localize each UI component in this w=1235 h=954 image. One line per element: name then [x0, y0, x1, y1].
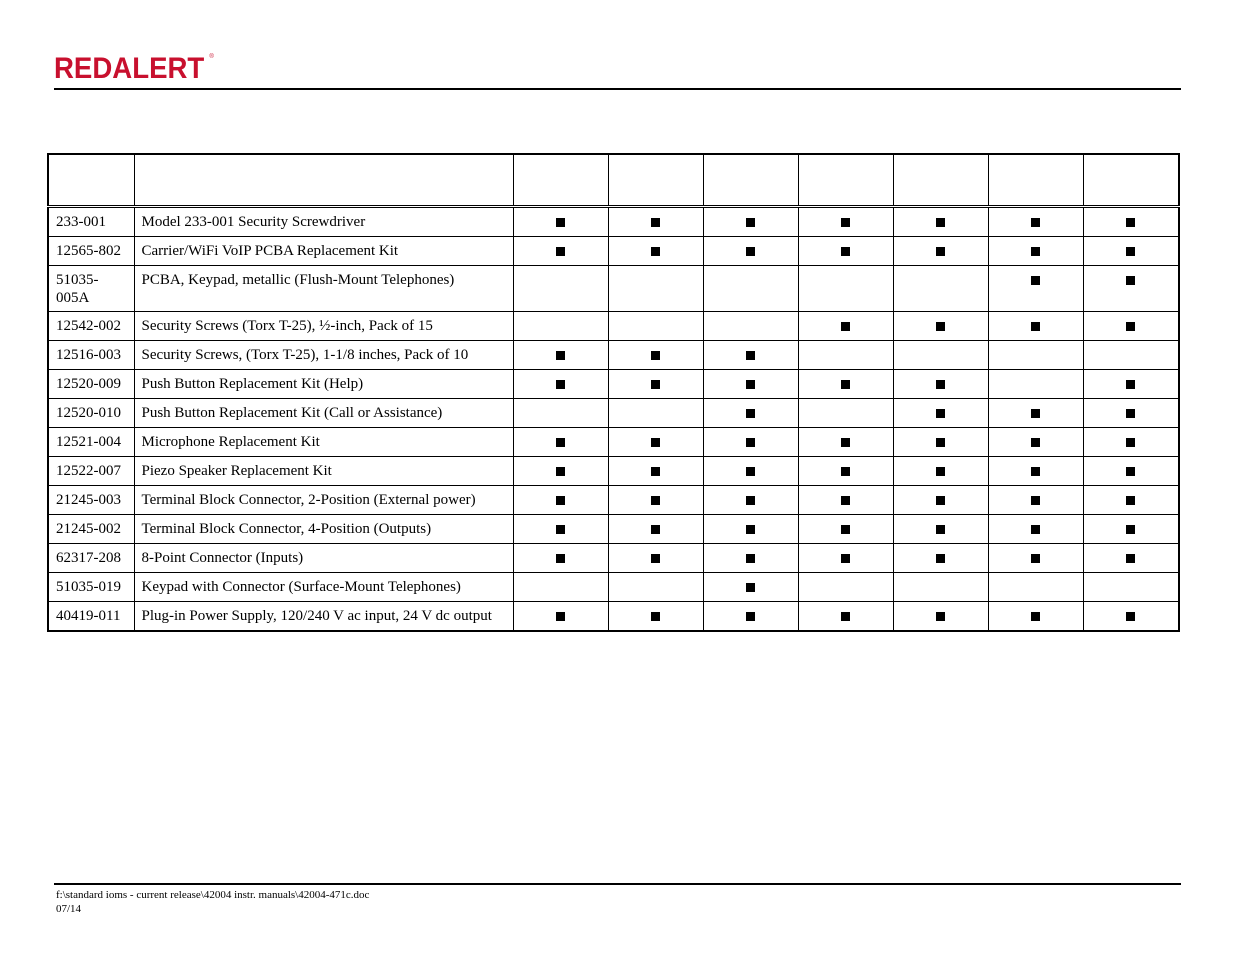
- filled-square-icon: [746, 467, 755, 476]
- compatibility-cell: [988, 457, 1083, 486]
- compatibility-cell: [703, 486, 798, 515]
- header-rule: [54, 88, 1181, 90]
- filled-square-icon: [841, 218, 850, 227]
- compatibility-cell: [988, 486, 1083, 515]
- compatibility-cell: [703, 544, 798, 573]
- part-number-cell: 40419-011: [48, 602, 134, 632]
- brand-logo: [54, 52, 214, 86]
- part-number-cell: 12520-010: [48, 399, 134, 428]
- table-row: [48, 486, 1179, 515]
- compatibility-cell: [608, 486, 703, 515]
- filled-square-icon: [746, 525, 755, 534]
- footer: [56, 888, 369, 916]
- filled-square-icon: [746, 351, 755, 360]
- compatibility-cell: [798, 399, 893, 428]
- compatibility-cell: [513, 237, 608, 266]
- compatibility-cell: [798, 370, 893, 399]
- compatibility-cell: [703, 515, 798, 544]
- compatibility-cell: [513, 573, 608, 602]
- compatibility-cell: [1083, 266, 1179, 312]
- filled-square-icon: [746, 554, 755, 563]
- filled-square-icon: [651, 525, 660, 534]
- filled-square-icon: [651, 351, 660, 360]
- filled-square-icon: [841, 554, 850, 563]
- filled-square-icon: [1126, 409, 1135, 418]
- compatibility-cell: [988, 237, 1083, 266]
- compatibility-cell: [988, 341, 1083, 370]
- compatibility-cell: [608, 266, 703, 312]
- filled-square-icon: [1031, 467, 1040, 476]
- compatibility-cell: [893, 207, 988, 237]
- compatibility-cell: [1083, 237, 1179, 266]
- filled-square-icon: [746, 218, 755, 227]
- compatibility-cell: [1083, 486, 1179, 515]
- filled-square-icon: [936, 554, 945, 563]
- filled-square-icon: [651, 380, 660, 389]
- compatibility-cell: [703, 207, 798, 237]
- compatibility-cell: [513, 486, 608, 515]
- filled-square-icon: [1031, 409, 1040, 418]
- filled-square-icon: [651, 554, 660, 563]
- table-row: [48, 457, 1179, 486]
- compatibility-cell: [798, 573, 893, 602]
- description-cell: Carrier/WiFi VoIP PCBA Replacement Kit: [134, 237, 513, 266]
- compatibility-cell: [988, 428, 1083, 457]
- table-header-cell: [798, 154, 893, 207]
- compatibility-cell: [608, 207, 703, 237]
- compatibility-cell: [608, 515, 703, 544]
- compatibility-cell: [703, 573, 798, 602]
- compatibility-cell: [513, 602, 608, 632]
- filled-square-icon: [841, 438, 850, 447]
- compatibility-cell: [893, 515, 988, 544]
- filled-square-icon: [556, 612, 565, 621]
- table-header-cell: [608, 154, 703, 207]
- filled-square-icon: [1031, 438, 1040, 447]
- table-row: [48, 515, 1179, 544]
- part-number-cell: 62317-208: [48, 544, 134, 573]
- table-row: [48, 207, 1179, 237]
- compatibility-cell: [798, 515, 893, 544]
- compatibility-cell: [798, 207, 893, 237]
- compatibility-cell: [608, 312, 703, 341]
- filled-square-icon: [556, 438, 565, 447]
- filled-square-icon: [841, 467, 850, 476]
- filled-square-icon: [1031, 218, 1040, 227]
- description-cell: Push Button Replacement Kit (Help): [134, 370, 513, 399]
- filled-square-icon: [936, 467, 945, 476]
- filled-square-icon: [1031, 322, 1040, 331]
- compatibility-cell: [608, 573, 703, 602]
- filled-square-icon: [1126, 218, 1135, 227]
- compatibility-cell: [798, 266, 893, 312]
- compatibility-cell: [703, 370, 798, 399]
- compatibility-cell: [513, 457, 608, 486]
- description-cell: Model 233-001 Security Screwdriver: [134, 207, 513, 237]
- compatibility-cell: [1083, 573, 1179, 602]
- compatibility-cell: [703, 312, 798, 341]
- compatibility-cell: [988, 370, 1083, 399]
- compatibility-cell: [1083, 370, 1179, 399]
- compatibility-cell: [1083, 428, 1179, 457]
- compatibility-cell: [988, 515, 1083, 544]
- table-header-cell: [513, 154, 608, 207]
- filled-square-icon: [1031, 525, 1040, 534]
- compatibility-cell: [893, 399, 988, 428]
- filled-square-icon: [746, 409, 755, 418]
- compatibility-cell: [513, 207, 608, 237]
- compatibility-cell: [703, 341, 798, 370]
- table-row: [48, 370, 1179, 399]
- compatibility-cell: [1083, 341, 1179, 370]
- filled-square-icon: [936, 496, 945, 505]
- compatibility-cell: [798, 602, 893, 632]
- filled-square-icon: [1126, 496, 1135, 505]
- compatibility-cell: [703, 457, 798, 486]
- compatibility-cell: [893, 428, 988, 457]
- compatibility-cell: [608, 399, 703, 428]
- table-row: [48, 341, 1179, 370]
- filled-square-icon: [746, 438, 755, 447]
- filled-square-icon: [746, 247, 755, 256]
- filled-square-icon: [556, 218, 565, 227]
- filled-square-icon: [556, 496, 565, 505]
- footer-rule: [54, 883, 1181, 885]
- filled-square-icon: [1031, 496, 1040, 505]
- compatibility-cell: [703, 428, 798, 457]
- filled-square-icon: [556, 380, 565, 389]
- filled-square-icon: [556, 525, 565, 534]
- compatibility-cell: [798, 237, 893, 266]
- filled-square-icon: [841, 496, 850, 505]
- compatibility-cell: [513, 399, 608, 428]
- description-cell: Push Button Replacement Kit (Call or Assistance): [134, 399, 513, 428]
- filled-square-icon: [1126, 467, 1135, 476]
- compatibility-cell: [703, 266, 798, 312]
- parts-table: [47, 153, 1180, 632]
- description-cell: Terminal Block Connector, 2-Position (External power): [134, 486, 513, 515]
- compatibility-cell: [798, 486, 893, 515]
- table-row: [48, 544, 1179, 573]
- part-number-cell: 233-001: [48, 207, 134, 237]
- compatibility-cell: [608, 370, 703, 399]
- compatibility-cell: [703, 602, 798, 632]
- compatibility-cell: [703, 399, 798, 428]
- filled-square-icon: [936, 218, 945, 227]
- compatibility-cell: [893, 457, 988, 486]
- compatibility-cell: [988, 399, 1083, 428]
- filled-square-icon: [1126, 380, 1135, 389]
- compatibility-cell: [893, 341, 988, 370]
- part-number-cell: 21245-002: [48, 515, 134, 544]
- description-cell: Plug-in Power Supply, 120/240 V ac input, 24 V dc output: [134, 602, 513, 632]
- filled-square-icon: [746, 496, 755, 505]
- compatibility-cell: [988, 602, 1083, 632]
- table-header-cell: [893, 154, 988, 207]
- filled-square-icon: [841, 247, 850, 256]
- compatibility-cell: [703, 237, 798, 266]
- filled-square-icon: [841, 612, 850, 621]
- part-number-cell: 12522-007: [48, 457, 134, 486]
- compatibility-cell: [893, 370, 988, 399]
- compatibility-cell: [513, 266, 608, 312]
- filled-square-icon: [746, 380, 755, 389]
- filled-square-icon: [936, 380, 945, 389]
- compatibility-cell: [798, 457, 893, 486]
- filled-square-icon: [556, 247, 565, 256]
- part-number-cell: 12516-003: [48, 341, 134, 370]
- compatibility-cell: [1083, 602, 1179, 632]
- footer-date: 07/14: [56, 903, 82, 915]
- compatibility-cell: [1083, 515, 1179, 544]
- compatibility-cell: [988, 573, 1083, 602]
- filled-square-icon: [936, 525, 945, 534]
- description-cell: Microphone Replacement Kit: [134, 428, 513, 457]
- filled-square-icon: [936, 409, 945, 418]
- filled-square-icon: [841, 525, 850, 534]
- compatibility-cell: [513, 341, 608, 370]
- part-number-cell: 12565-802: [48, 237, 134, 266]
- compatibility-cell: [608, 457, 703, 486]
- description-cell: Terminal Block Connector, 4-Position (Outputs): [134, 515, 513, 544]
- compatibility-cell: [893, 237, 988, 266]
- compatibility-cell: [988, 544, 1083, 573]
- registered-mark: ®: [209, 54, 214, 60]
- compatibility-cell: [798, 428, 893, 457]
- compatibility-cell: [1083, 312, 1179, 341]
- compatibility-cell: [513, 544, 608, 573]
- filled-square-icon: [556, 351, 565, 360]
- logo-text: REDALERT: [54, 52, 205, 85]
- compatibility-cell: [608, 341, 703, 370]
- table-row: [48, 399, 1179, 428]
- compatibility-cell: [513, 312, 608, 341]
- compatibility-cell: [608, 428, 703, 457]
- part-number-cell: 12520-009: [48, 370, 134, 399]
- filled-square-icon: [1126, 322, 1135, 331]
- table-header-cell: [703, 154, 798, 207]
- filled-square-icon: [936, 322, 945, 331]
- filled-square-icon: [746, 612, 755, 621]
- compatibility-cell: [988, 266, 1083, 312]
- description-cell: 8-Point Connector (Inputs): [134, 544, 513, 573]
- compatibility-cell: [513, 370, 608, 399]
- compatibility-cell: [893, 312, 988, 341]
- filled-square-icon: [1126, 276, 1135, 285]
- filled-square-icon: [1126, 554, 1135, 563]
- filled-square-icon: [556, 554, 565, 563]
- compatibility-cell: [893, 602, 988, 632]
- description-cell: Keypad with Connector (Surface-Mount Telephones): [134, 573, 513, 602]
- compatibility-cell: [893, 544, 988, 573]
- filled-square-icon: [651, 218, 660, 227]
- table-row: [48, 573, 1179, 602]
- compatibility-cell: [798, 312, 893, 341]
- description-cell: Security Screws (Torx T-25), ½-inch, Pack of 15: [134, 312, 513, 341]
- filled-square-icon: [651, 438, 660, 447]
- compatibility-cell: [513, 428, 608, 457]
- filled-square-icon: [1031, 276, 1040, 285]
- filled-square-icon: [651, 612, 660, 621]
- part-number-cell: 12521-004: [48, 428, 134, 457]
- footer-file-path: f:\standard ioms - current release\42004 instr. manuals\42004-471c.doc: [56, 889, 370, 901]
- table-row: [48, 237, 1179, 266]
- description-cell: PCBA, Keypad, metallic (Flush-Mount Telephones): [134, 266, 513, 312]
- part-number-cell: 12542-002: [48, 312, 134, 341]
- filled-square-icon: [651, 247, 660, 256]
- compatibility-cell: [893, 573, 988, 602]
- table-header-cell: [988, 154, 1083, 207]
- filled-square-icon: [841, 380, 850, 389]
- table-header-cell: [48, 154, 134, 207]
- description-cell: Piezo Speaker Replacement Kit: [134, 457, 513, 486]
- table-row: [48, 428, 1179, 457]
- part-number-cell: 51035-019: [48, 573, 134, 602]
- compatibility-cell: [513, 515, 608, 544]
- filled-square-icon: [651, 467, 660, 476]
- filled-square-icon: [936, 438, 945, 447]
- table-row: [48, 266, 1179, 312]
- description-cell: Security Screws, (Torx T-25), 1-1/8 inches, Pack of 10: [134, 341, 513, 370]
- filled-square-icon: [936, 612, 945, 621]
- filled-square-icon: [1031, 554, 1040, 563]
- filled-square-icon: [841, 322, 850, 331]
- compatibility-cell: [893, 486, 988, 515]
- table-header-cell: [1083, 154, 1179, 207]
- compatibility-cell: [608, 602, 703, 632]
- compatibility-cell: [608, 544, 703, 573]
- compatibility-cell: [798, 341, 893, 370]
- table-header-cell: [134, 154, 513, 207]
- table-header-row: [48, 154, 1179, 207]
- compatibility-cell: [988, 207, 1083, 237]
- filled-square-icon: [556, 467, 565, 476]
- filled-square-icon: [1126, 612, 1135, 621]
- filled-square-icon: [1126, 438, 1135, 447]
- compatibility-cell: [1083, 544, 1179, 573]
- compatibility-cell: [608, 237, 703, 266]
- filled-square-icon: [651, 496, 660, 505]
- part-number-cell: 21245-003: [48, 486, 134, 515]
- filled-square-icon: [746, 583, 755, 592]
- table-row: [48, 312, 1179, 341]
- compatibility-cell: [1083, 207, 1179, 237]
- table-row: [48, 602, 1179, 632]
- filled-square-icon: [1126, 247, 1135, 256]
- filled-square-icon: [1031, 612, 1040, 621]
- filled-square-icon: [1126, 525, 1135, 534]
- filled-square-icon: [936, 247, 945, 256]
- compatibility-cell: [1083, 399, 1179, 428]
- compatibility-cell: [1083, 457, 1179, 486]
- filled-square-icon: [1031, 247, 1040, 256]
- part-number-cell: 51035-005A: [48, 266, 134, 312]
- compatibility-cell: [798, 544, 893, 573]
- compatibility-cell: [893, 266, 988, 312]
- compatibility-cell: [988, 312, 1083, 341]
